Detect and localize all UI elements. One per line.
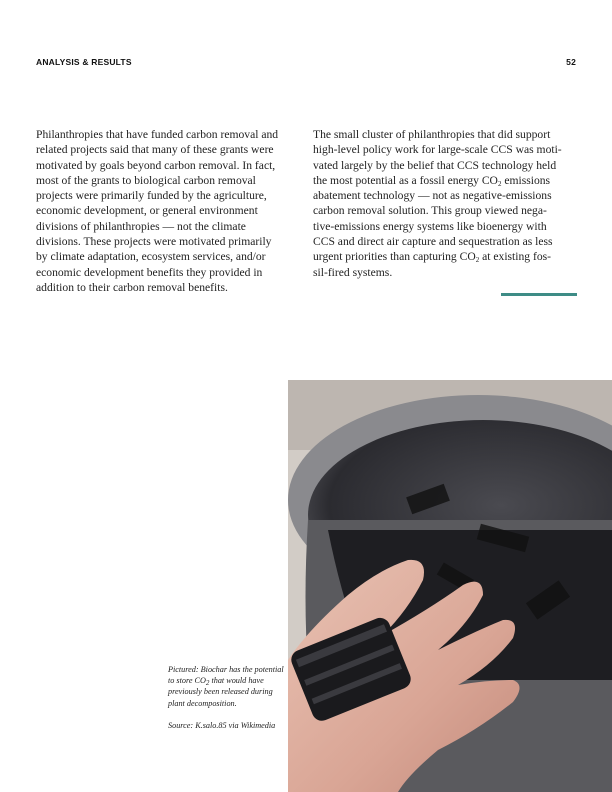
text-line: high-level policy work for large-scale CCS was moti-	[313, 143, 562, 157]
section-header: ANALYSIS & RESULTS	[36, 57, 132, 67]
text-segment: that would have	[209, 676, 264, 686]
text-segment: urgent priorities than capturing CO	[313, 250, 476, 264]
caption-line: plant decomposition.	[168, 698, 237, 708]
left-column-text	[36, 127, 278, 295]
text-line: The small cluster of philanthropies that did support	[313, 128, 551, 141]
text-line: divisions of philanthropies — not the climate	[36, 219, 246, 233]
text-segment: to store CO	[168, 676, 206, 686]
text-line: economic development benefits they provided in	[36, 265, 263, 279]
caption-line: previously been released during	[168, 687, 273, 697]
text-line: most of the grants to biological carbon removal	[36, 173, 256, 187]
text-line: related projects said that many of these grants were	[36, 143, 274, 157]
text-line: carbon removal solution. This group viewed nega-	[313, 204, 547, 218]
text-line: divisions. These projects were motivated primarily	[36, 235, 272, 249]
subscript: 2	[497, 179, 502, 188]
photo-caption	[168, 664, 284, 731]
text-segment: the most potential as a fossil energy CO	[313, 173, 498, 187]
text-line	[313, 173, 562, 188]
page-number: 52	[566, 57, 576, 67]
text-line: sil-fired systems.	[313, 265, 393, 279]
text-line	[313, 249, 562, 264]
subscript: 2	[475, 256, 480, 265]
text-line: motivated by goals beyond carbon removal. In fact,	[36, 158, 276, 172]
text-line: abatement technology — not as negative-emissions	[313, 189, 552, 203]
caption-source: Source: K.salo.85 via Wikimedia	[168, 720, 276, 730]
text-line: by climate adaptation, ecosystem services, and/or	[36, 250, 266, 264]
accent-rule	[501, 293, 577, 296]
text-segment: emissions	[501, 173, 551, 187]
right-column-text	[313, 127, 562, 280]
text-line: Philanthropies that have funded carbon removal and	[36, 128, 279, 141]
subscript: 2	[205, 679, 210, 688]
biochar-illustration	[288, 380, 612, 792]
caption-line: Pictured: Biochar has the potential	[168, 665, 284, 674]
text-line: addition to their carbon removal benefits.	[36, 280, 228, 294]
text-line: CCS and direct air capture and sequestration as less	[313, 235, 553, 249]
text-line: vated largely by the belief that CCS technology held	[313, 158, 557, 172]
text-segment: at existing fos-	[479, 250, 552, 264]
text-line: tive-emissions energy systems like bioenergy with	[313, 219, 547, 233]
text-line: projects were primarily funded by the agriculture,	[36, 189, 267, 203]
biochar-photo	[288, 380, 612, 792]
caption-line	[168, 675, 284, 686]
text-line: economic development, or general environment	[36, 204, 258, 218]
